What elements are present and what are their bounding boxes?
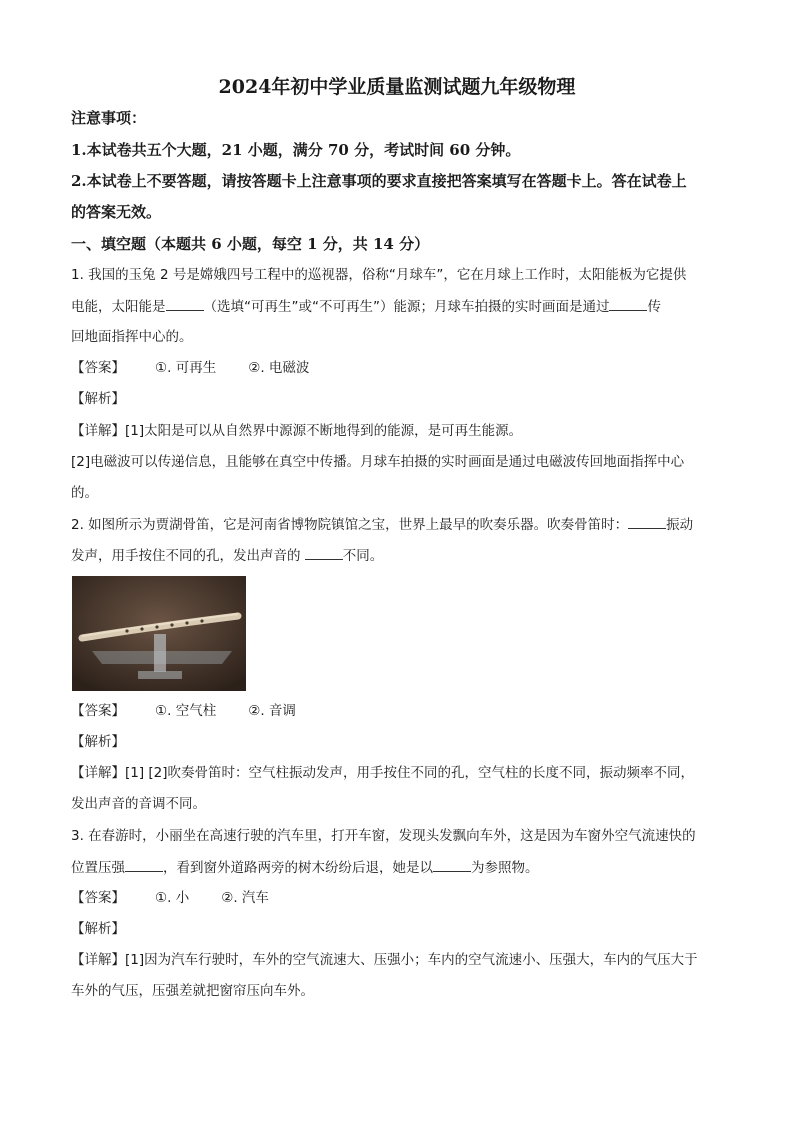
answer-blank — [609, 296, 647, 311]
answer-value: 可再生 — [175, 360, 217, 376]
detail-line: 【详解】[1] [2]吹奏骨笛时：空气柱振动发声，用手按住不同的孔，空气柱的长度不同，振动频率不同， — [71, 765, 695, 781]
answer-row-2: 【答案】 ①. 空气柱 ②. 音调 — [71, 703, 296, 719]
detail-line: 发出声音的音调不同。 — [71, 796, 206, 812]
question-3-line-2 — [71, 857, 539, 878]
detail-line: 【详解】[1]太阳是可以从自然界中源源不断地得到的能源，是可再生能源。 — [71, 423, 523, 439]
answer-value: 汽车 — [241, 890, 269, 906]
mark-one: ① — [155, 360, 168, 376]
section-heading: 一、填空题（本题共 6 小题，每空 1 分，共 14 分） — [71, 235, 430, 253]
answer-tag: 【答案】 — [71, 360, 125, 376]
mark-one: ① — [155, 890, 168, 906]
question-2-text-c: 发声，用手按住不同的孔，发出声音的 — [71, 548, 305, 564]
analysis-tag: 【解析】 — [71, 921, 125, 937]
question-3-text-a: 位置压强 — [71, 860, 125, 876]
question-2-line-1 — [71, 514, 693, 535]
question-1-line-1: 1. 我国的玉兔 2 号是嫦娥四号工程中的巡视器，俗称“月球车”，它在月球上工作时，太阳能板为它提供 — [71, 267, 687, 283]
analysis-tag: 【解析】 — [71, 734, 125, 750]
question-1-line-2 — [71, 296, 661, 317]
answer-value: 小 — [175, 890, 190, 906]
note-item-2: 2.本试卷上不要答题，请按答题卡上注意事项的要求直接把答案填写在答题卡上。答在试卷上 — [71, 172, 687, 190]
mark-two: ② — [248, 703, 261, 719]
question-3-line-1: 3. 在春游时，小丽坐在高速行驶的汽车里，打开车窗，发现头发飘向车外，这是因为车窗外空气流速快的 — [71, 828, 696, 844]
answer-blank — [433, 857, 471, 872]
detail-line: [2]电磁波可以传递信息，且能够在真空中传播。月球车拍摄的实时画面是通过电磁波传回地面指挥中心 — [71, 454, 685, 470]
note-item-1: 1.本试卷共五个大题，21 小题，满分 70 分，考试时间 60 分钟。 — [71, 141, 521, 159]
question-2-text-d: 不同。 — [342, 548, 384, 564]
answer-row-3: 【答案】 ①. 小 ②. 汽车 — [71, 890, 269, 906]
detail-line: 【详解】[1]因为汽车行驶时，车外的空气流速大、压强小；车内的空气流速小、压强大，车内的气压大于 — [71, 952, 698, 968]
bone-flute-photo — [72, 576, 246, 691]
question-3-text-b: ，看到窗外道路两旁的树木纷纷后退，她是以 — [163, 860, 433, 876]
notes-heading: 注意事项： — [71, 109, 147, 127]
mark-two: ② — [221, 890, 234, 906]
question-1-line-3: 回地面指挥中心的。 — [71, 329, 193, 345]
answer-blank — [125, 857, 163, 872]
question-1-text-c: 传 — [647, 299, 661, 315]
page-title: 2024年初中学业质量监测试题九年级物理 — [218, 76, 576, 98]
bone-flute-image — [72, 576, 246, 691]
question-2-text-a: 2. 如图所示为贾湖骨笛，它是河南省博物院镇馆之宝，世界上最早的吹奏乐器。吹奏骨笛时： — [71, 517, 629, 533]
detail-line: 的。 — [71, 485, 98, 501]
answer-blank — [628, 514, 666, 529]
answer-value: 音调 — [268, 703, 296, 719]
mark-two: ② — [248, 360, 261, 376]
question-3-text-c: 为参照物。 — [471, 860, 539, 876]
question-1-text-b: （选填“可再生”或“不可再生”）能源；月球车拍摄的实时画面是通过 — [203, 299, 610, 315]
answer-blank — [166, 296, 204, 311]
question-2-text-b: 振动 — [666, 517, 694, 533]
analysis-tag: 【解析】 — [71, 391, 125, 407]
answer-row-1: 【答案】 ①. 可再生 ②. 电磁波 — [71, 360, 310, 376]
mark-one: ① — [155, 703, 168, 719]
note-item-2-cont: 的答案无效。 — [71, 203, 162, 221]
question-1-text-a: 电能，太阳能是 — [71, 299, 166, 315]
detail-line: 车外的气压，压强差就把窗帘压向车外。 — [71, 983, 314, 999]
answer-value: 空气柱 — [175, 703, 217, 719]
answer-value: 电磁波 — [268, 360, 310, 376]
answer-blank — [305, 545, 343, 560]
answer-tag: 【答案】 — [71, 890, 125, 906]
question-2-line-2 — [71, 545, 383, 566]
answer-tag: 【答案】 — [71, 703, 125, 719]
